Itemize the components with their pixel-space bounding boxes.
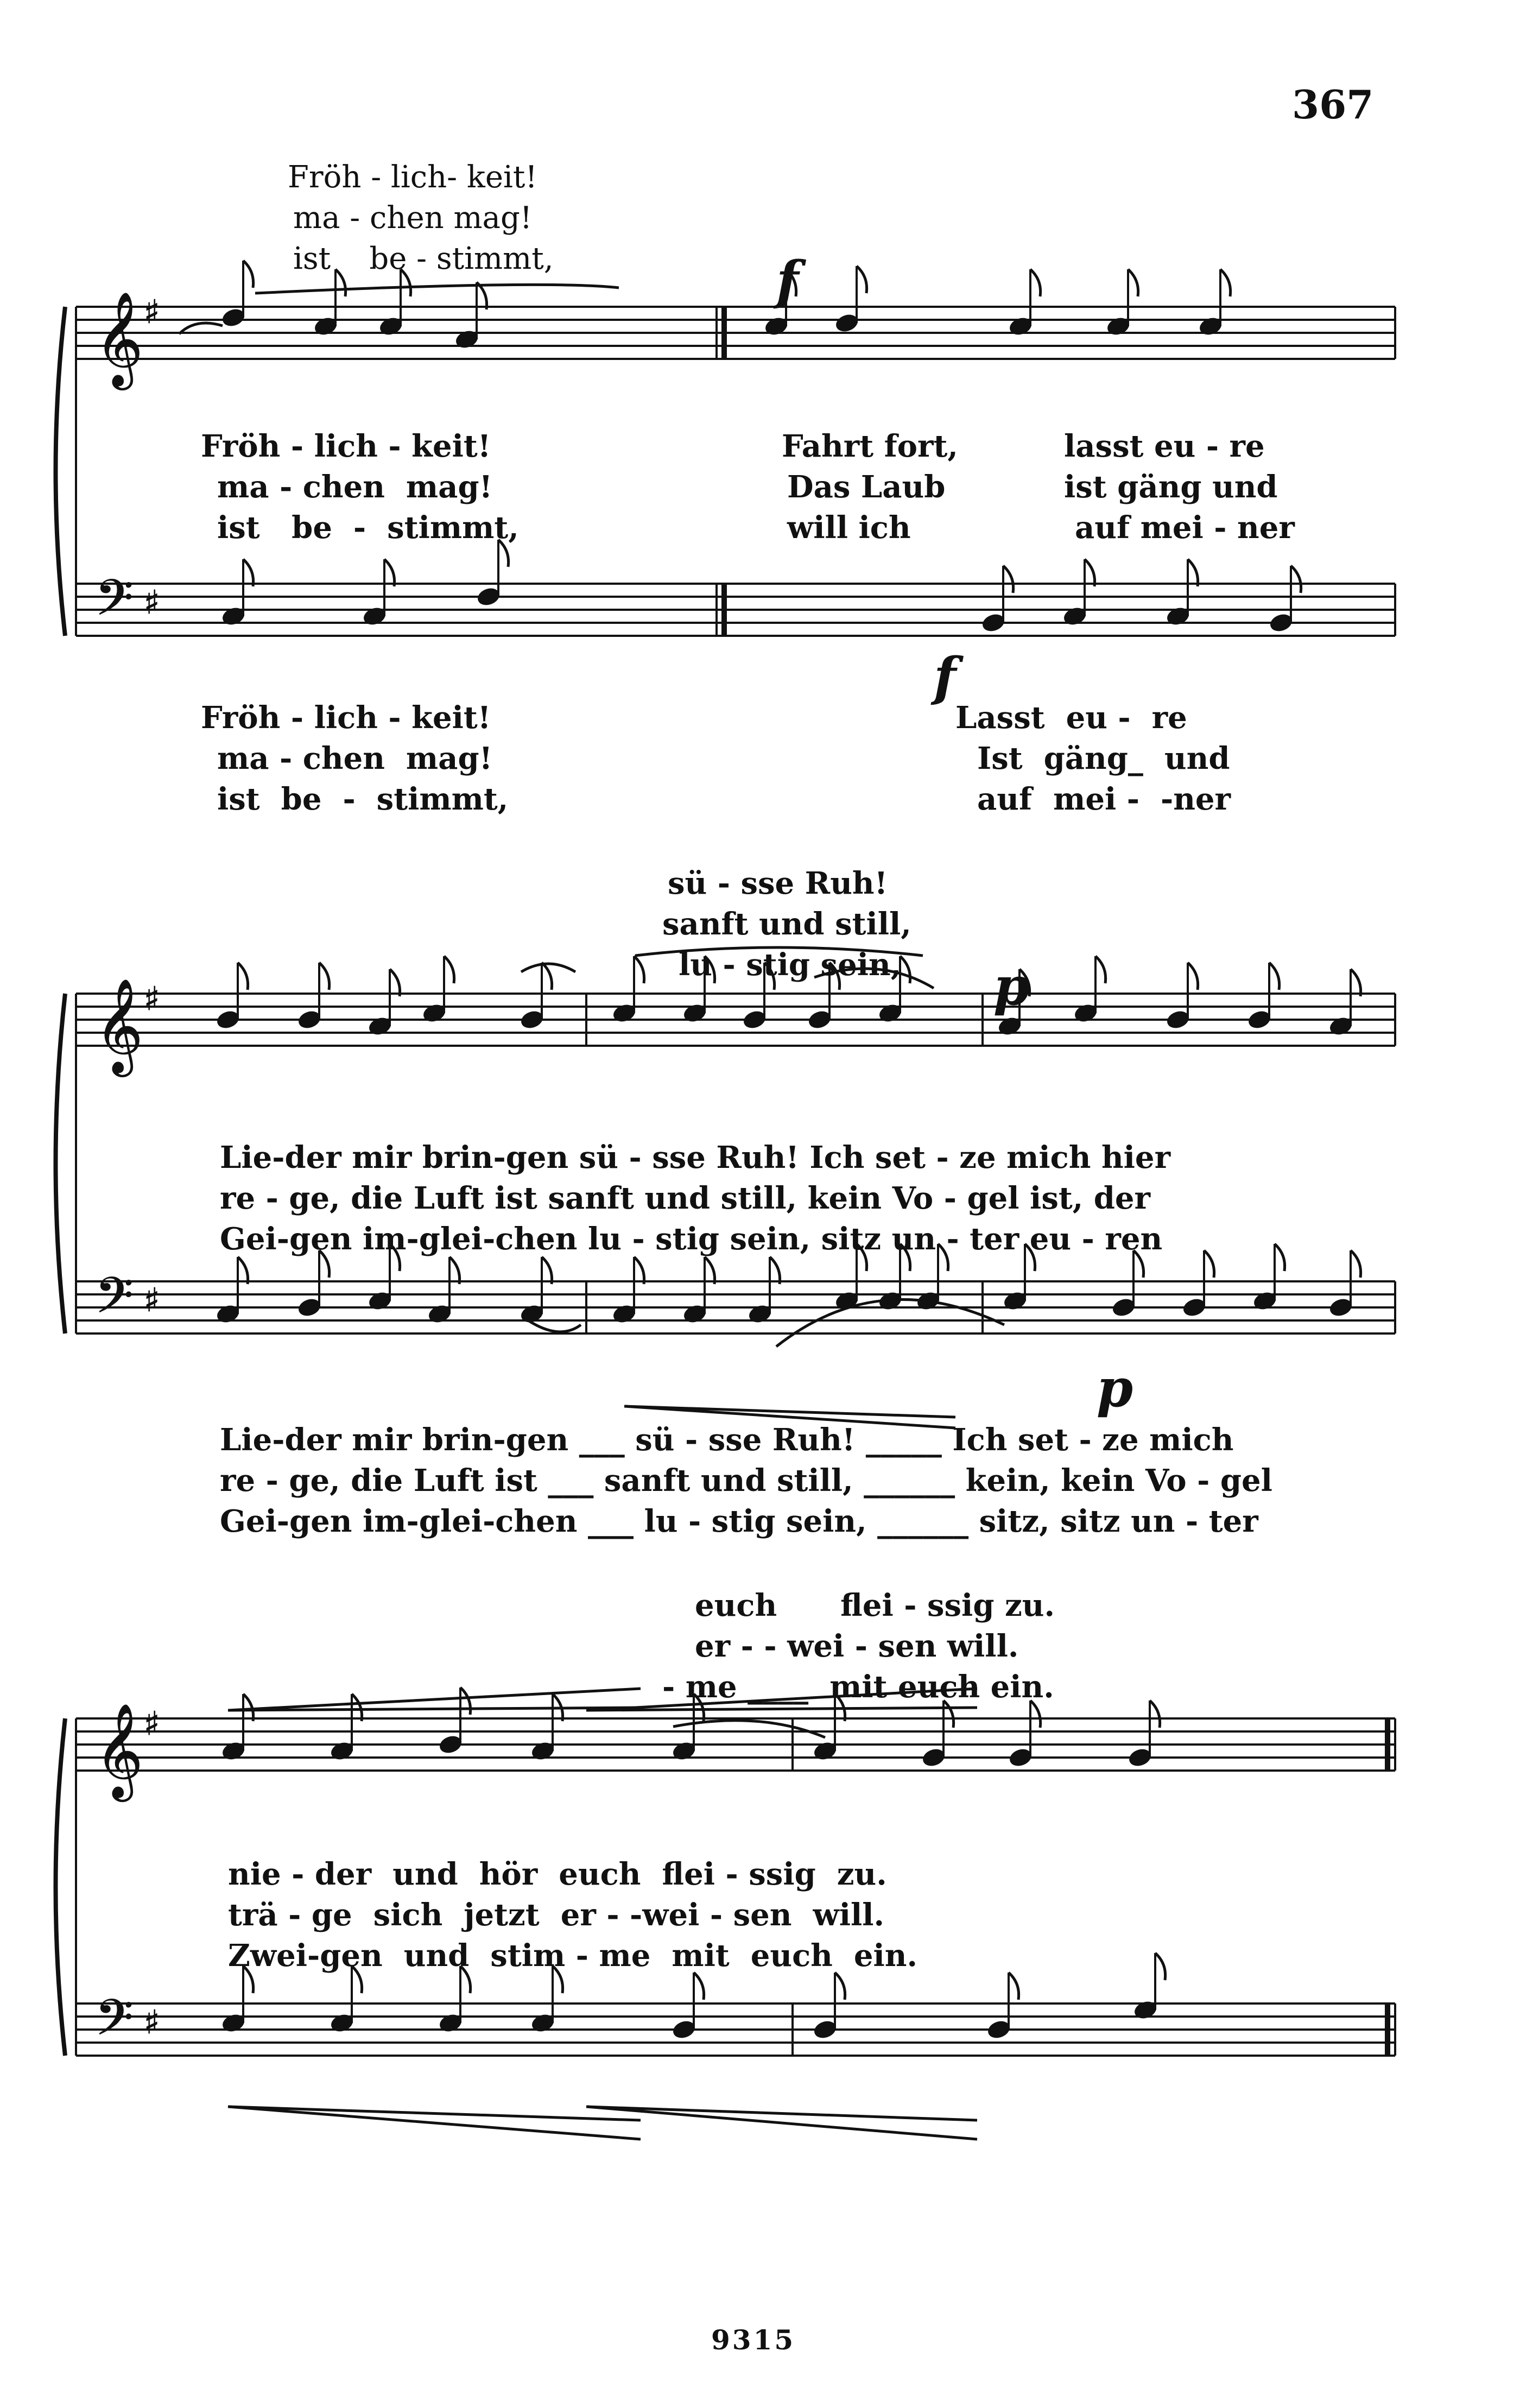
lyric-line: nie - der und hör euch flei - ssig zu. [228, 1856, 887, 1892]
lyric-line: euch flei - ssig zu. [695, 1588, 1055, 1623]
lyric-line: Fahrt fort, [782, 428, 958, 464]
note-flag [1204, 1250, 1214, 1278]
lyric-line: ma - chen mag! [217, 469, 493, 505]
note-flag [243, 1694, 254, 1721]
dynamic-piano: p [993, 956, 1030, 1017]
lyric-line: Lasst eu - re [955, 700, 1187, 736]
note-flag [319, 963, 330, 990]
bass-clef-icon: 𝄢 [95, 1989, 134, 2058]
lyric-line: auf mei - -ner [977, 781, 1231, 817]
brace [56, 307, 66, 636]
sharp-icon: ♯ [144, 584, 160, 622]
lyric-line: er - - wei - sen will. [695, 1628, 1019, 1664]
note-flag [542, 963, 552, 990]
slur [255, 285, 619, 293]
slur [586, 2107, 977, 2139]
slur [228, 2107, 641, 2139]
lyric-line: ist gäng und [1064, 469, 1278, 505]
lyric-line: re - ge, die Luft ist ___ sanft und still, ______ kein, kein Vo - gel [220, 1463, 1272, 1499]
brace [56, 1718, 66, 2056]
lyric-line: Fröh - lich - keit! [201, 428, 491, 464]
note-flag [1095, 956, 1106, 983]
dynamic-forte-bass: f [934, 646, 957, 707]
lyric-line: auf mei - ner [1075, 510, 1295, 546]
note-flag [835, 1973, 845, 2000]
note-flag [542, 1257, 552, 1284]
lyric-line: Lie-der mir brin-gen ___ sü - sse Ruh! _____ Ich set - ze mich [220, 1422, 1234, 1458]
lyric-line: will ich [787, 510, 911, 546]
note-flag [384, 559, 395, 586]
note-flag [1009, 1973, 1019, 2000]
lyric-line: sü - sse Ruh! [668, 865, 888, 901]
bass-clef-icon: 𝄢 [95, 1267, 134, 1336]
sharp-icon: ♯ [144, 293, 160, 331]
lyric-line: Ist gäng_ und [977, 741, 1230, 776]
note-flag [238, 1257, 248, 1284]
slur [228, 1689, 641, 1710]
sharp-icon: ♯ [144, 1281, 160, 1319]
note-flag [1351, 969, 1361, 996]
note-flag [1188, 963, 1198, 990]
note-flag [1269, 963, 1280, 990]
note-flag [390, 969, 400, 996]
note-flag [1003, 566, 1014, 593]
note-flag [1351, 1250, 1361, 1278]
lyric-line: Gei-gen im-glei-chen lu - stig sein, sitz un - ter eu - ren [220, 1221, 1163, 1257]
note-flag [444, 956, 454, 983]
sharp-icon: ♯ [144, 2003, 160, 2042]
note-flag [1085, 559, 1095, 586]
note-flag [1291, 566, 1301, 593]
note-flag [243, 559, 254, 586]
treble-clef-icon: 𝄞 [95, 292, 143, 386]
note-flag [770, 1257, 780, 1284]
note-flag [705, 1257, 715, 1284]
dynamic-piano-bass: p [1097, 1357, 1133, 1419]
lyric-line: ist be - stimmt, [293, 241, 554, 276]
treble-clef-icon: 𝄞 [95, 978, 143, 1073]
note-flag [634, 1257, 644, 1284]
sharp-icon: ♯ [144, 1705, 160, 1743]
note-flag [238, 963, 248, 990]
note-flag [460, 1688, 471, 1715]
plate-number: 9315 [711, 2324, 796, 2356]
note-flag [449, 1257, 460, 1284]
lyric-line: lu - stig sein, [679, 947, 902, 983]
lyric-line: lasst eu - re [1064, 428, 1265, 464]
lyric-line: re - ge, die Luft ist sanft und still, kein Vo - gel ist, der [220, 1180, 1150, 1216]
note-flag [243, 261, 254, 288]
bass-clef-icon: 𝄢 [95, 569, 134, 639]
lyric-line: Fröh - lich- keit! [288, 160, 537, 195]
lyric-line: - me ____ mit euch ein. [662, 1669, 1054, 1705]
note-flag [1155, 1953, 1166, 1980]
lyric-line: ist be - stimmt, [217, 781, 509, 817]
note-flag [857, 266, 867, 293]
lyric-line: ma - chen mag! [217, 741, 493, 776]
treble-clef-icon: 𝄞 [95, 1703, 143, 1798]
note-flag [900, 956, 910, 983]
note-flag [1128, 269, 1138, 296]
page-number: 367 [1292, 81, 1374, 128]
lyric-line: Gei-gen im-glei-chen ___ lu - stig sein, ______ sitz, sitz un - ter [220, 1503, 1258, 1539]
note-flag [1030, 269, 1041, 296]
brace [56, 994, 66, 1333]
lyric-line: trä - ge sich jetzt er - -wei - sen will. [228, 1897, 885, 1933]
sharp-icon: ♯ [144, 980, 160, 1018]
lyric-line: Lie-der mir brin-gen sü - sse Ruh! Ich set - ze mich hier [220, 1140, 1171, 1175]
note-flag [1188, 559, 1198, 586]
lyric-line: ist be - stimmt, [217, 510, 519, 546]
note-flag [352, 1694, 362, 1721]
note-flag [1150, 1701, 1160, 1728]
note-flag [1220, 269, 1231, 296]
note-flag [1275, 1244, 1285, 1271]
lyric-line: Zwei-gen und stim - me mit euch ein. [228, 1938, 917, 1974]
lyric-line: sanft und still, [662, 906, 911, 942]
note-flag [634, 956, 644, 983]
lyric-line: ma - chen mag! [293, 200, 533, 236]
slur [673, 1721, 825, 1737]
dynamic-forte: f [776, 250, 799, 311]
lyric-line: Fröh - lich - keit! [201, 700, 491, 736]
note-flag [694, 1973, 704, 2000]
lyric-line: Das Laub [787, 469, 946, 505]
